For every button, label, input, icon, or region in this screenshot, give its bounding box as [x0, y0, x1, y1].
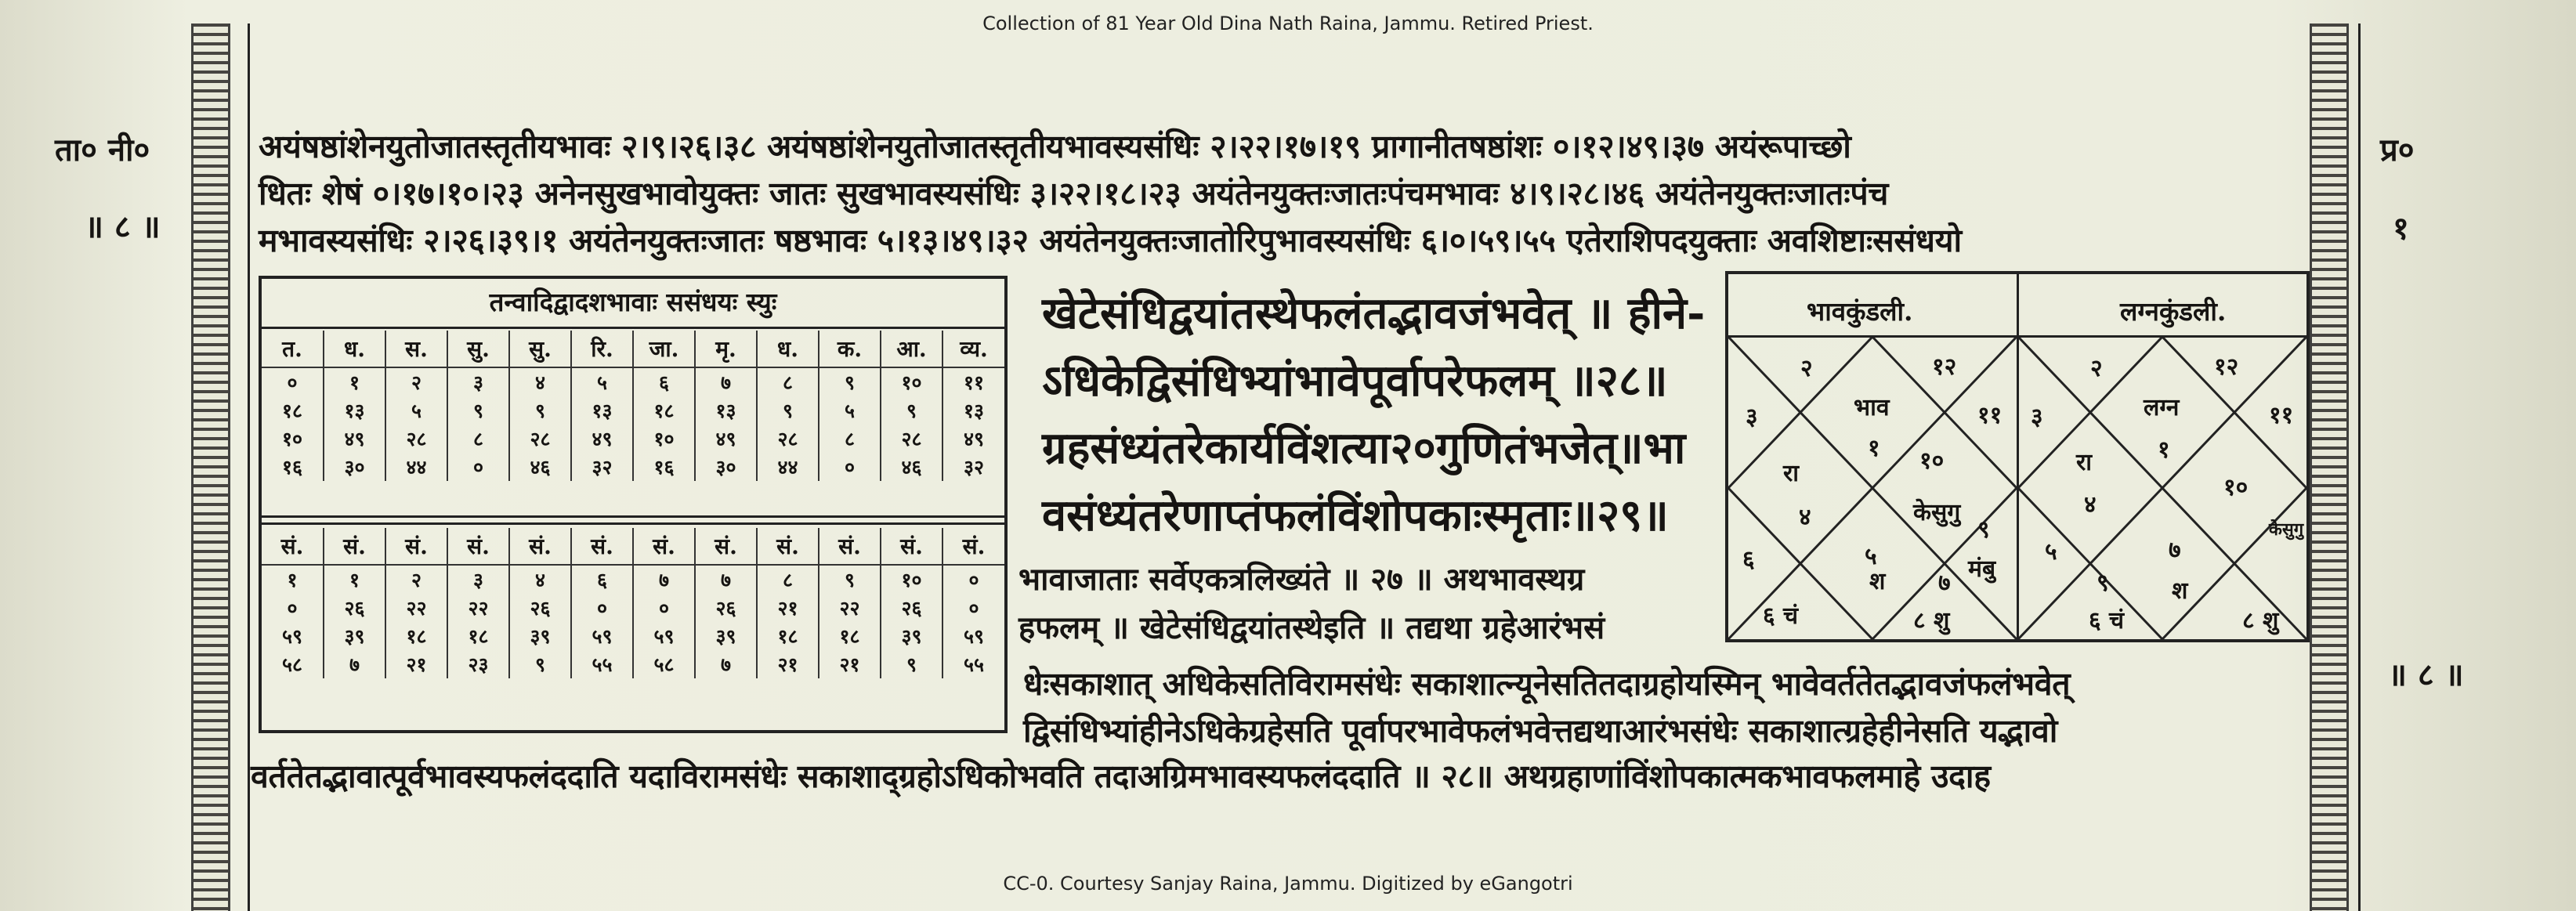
header-cell: सं. [757, 528, 819, 565]
table-cell: ४९ [324, 425, 385, 453]
kundali-cell: ६ [1742, 546, 1755, 573]
kundali-cell: ७ [2169, 537, 2181, 564]
margin-left-num: ॥ ८ ॥ [85, 208, 161, 245]
table-cell: २२ [385, 594, 447, 622]
header-cell: रि. [571, 331, 633, 367]
kundali-cell: ८ शु [1913, 607, 1950, 634]
table-cell: ४ [509, 367, 571, 396]
header-cell: सं. [385, 528, 447, 565]
table-cell: १८ [633, 396, 695, 425]
table-cell: ९ [757, 396, 819, 425]
table-cell: ९ [819, 565, 881, 594]
lagna-kundali-title: लग्नकुंडली. [2120, 296, 2227, 327]
header-cell: सं. [633, 528, 695, 565]
table-cell: ३९ [324, 622, 385, 650]
table-cell: ३० [324, 453, 385, 481]
table-cell: २ [385, 367, 447, 396]
kundali-cell: रा [1783, 460, 1800, 487]
table-cell: ५ [385, 396, 447, 425]
kundali-cell: भाव [1854, 394, 1890, 421]
header-cell: सं. [262, 528, 324, 565]
right-ornamental-border [2310, 23, 2349, 911]
kundali-cell: ४ [2084, 491, 2097, 519]
header-cell: व्य. [942, 331, 1004, 367]
table-cell: १० [633, 425, 695, 453]
header-cell: सं. [509, 528, 571, 565]
table-cell: ० [571, 594, 633, 622]
table-cell: ८ [757, 367, 819, 396]
table-cell: ३९ [881, 622, 942, 650]
header-cell: आ. [881, 331, 942, 367]
table-cell: ७ [695, 367, 757, 396]
kundali-cell: ९ [2097, 569, 2109, 597]
table-title: तन्वादिद्वादशभावाः ससंधयः स्युः [262, 284, 1004, 329]
kundali-cell: ५ [2045, 538, 2057, 566]
header-cell: क. [819, 331, 881, 367]
table-cell: ५५ [942, 650, 1004, 678]
table-cell: ५९ [281, 625, 302, 648]
kundali-cell: ४ [1799, 504, 1811, 531]
mid-line-2: हफलम् ॥ खेटेसंधिद्वयांतस्थेइति ॥ तद्यथा ग्रहेआरंभसं [1018, 609, 1605, 646]
table-cell: ३९ [695, 622, 757, 650]
table-cell: १८ [447, 622, 509, 650]
table-cell: २८ [509, 425, 571, 453]
table-cell: ५८ [281, 653, 302, 676]
table-cell: ४९ [695, 425, 757, 453]
kundali-cell: २ [2090, 355, 2103, 382]
table-row [262, 594, 1004, 622]
table-cell: ४६ [881, 453, 942, 481]
header-cell: सं. [695, 528, 757, 565]
table-cell: ३ [447, 367, 509, 396]
header-cell: ध. [324, 331, 385, 367]
mid-line-1: भावाजाताः सर्वेएकत्रलिख्यंते ॥ २७ ॥ अथभावस्थग्र [1018, 561, 1585, 598]
left-inner-rule [248, 23, 250, 911]
table-cell: १० [881, 367, 942, 396]
header-cell: सु. [509, 331, 571, 367]
table-cell: ० [447, 453, 509, 481]
table-cell: ० [942, 565, 1004, 594]
table-cell: २६ [695, 594, 757, 622]
table-cell: ५८ [633, 650, 695, 678]
table-header-row [262, 528, 1004, 565]
table-row [262, 650, 1004, 678]
kundali-grid [1728, 337, 2306, 639]
table-cell: २१ [385, 650, 447, 678]
header-cell: सं. [571, 528, 633, 565]
table-cell: २२ [447, 594, 509, 622]
table-cell: २३ [447, 650, 509, 678]
table-cell: ९ [509, 396, 571, 425]
table-cell: २८ [881, 425, 942, 453]
lower-line-3: वर्ततेतद्भावात्पूर्वभावस्यफलंददाति यदाविरामसंधेः सकाशाद्ग्रहोऽधिकोभवति तदाअग्रिमभावस्यफलंददाति ॥ २८॥ अथग्रहाणांविंशोपकात्मकभावफलमाहे उदाह [251, 757, 1991, 795]
margin-right-top: प्र० [2380, 132, 2415, 168]
kundali-cell: १० [2223, 474, 2249, 501]
table-cell: ५९ [571, 622, 633, 650]
kundali-cell: १ [2158, 436, 2170, 464]
table-cell: ० [633, 594, 695, 622]
table-cell: ५९ [942, 622, 1004, 650]
table-cell: १३ [571, 396, 633, 425]
text-line-2: धितः शेषं ०।१७।१०।२३ अनेनसुखभावोयुक्तः जातः सुखभावस्यसंधिः ३।२२।१८।२३ अयंतेनयुक्तःजातःपंचमभावः ४।९।२८।४६ अयंतेनयुक्तःजातःपंच [259, 175, 1889, 212]
verse-line-2: ऽधिकेद्विसंधिभ्यांभावेपूर्वापरेफलम् ॥२८॥ [1042, 355, 1668, 407]
table-cell: १३ [324, 396, 385, 425]
kundali-cell: ९ [1977, 516, 1990, 544]
table-cell: १८ [385, 622, 447, 650]
table-row [262, 367, 1004, 396]
kundali-cell: ८ शु [2242, 607, 2279, 634]
table-separator [262, 515, 1004, 525]
table-cell: २२ [819, 594, 881, 622]
table-cell: ४९ [942, 425, 1004, 453]
kundali-cell: २ [1800, 355, 1813, 382]
kundali-cell: ५ [1865, 543, 1877, 570]
kundali-cell: लग्न [2144, 394, 2180, 421]
verse-line-1: खेटेसंधिद्वयांतस्थेफलंतद्भावजंभवेत् ॥ हीने- [1042, 287, 1706, 339]
table-cell: ७ [695, 565, 757, 594]
lower-line-1: धेःसकाशात् अधिकेसतिविरामसंधेः सकाशात्न्यूनेसतितदाग्रहोयस्मिन् भावेवर्ततेतद्भावजंफलंभवेत् [1023, 665, 2071, 703]
table-cell: ३० [695, 453, 757, 481]
left-ornamental-border [191, 23, 230, 911]
bhava-kundali-title: भावकुंडली. [1807, 296, 1913, 327]
table-cell: ५ [819, 396, 881, 425]
table-cell: २६ [509, 594, 571, 622]
text-line-1: अयंषष्ठांशेनयुतोजातस्तृतीयभावः २।९।२६।३८ अयंषष्ठांशेनयुतोजातस्तृतीयभावस्यसंधिः २।२२।१७।१९ प्रागानीतषष्ठांशः ०।१२।४९।३७ अयंरूपाच्छो [259, 128, 1851, 165]
table-cell: १६ [281, 456, 302, 479]
kundali-cell: श [2172, 577, 2188, 605]
header-cell: सु. [447, 331, 509, 367]
table-cell: ८ [819, 425, 881, 453]
table-cell: ९ [881, 396, 942, 425]
table-cell: ० [942, 594, 1004, 622]
table-cell: १ [324, 367, 385, 396]
table-cell: ३ [447, 565, 509, 594]
table-cell: ५९ [633, 622, 695, 650]
table-cell: ४४ [757, 453, 819, 481]
header-cell: मृ. [695, 331, 757, 367]
table-cell: १० [281, 428, 302, 450]
kundali-cell: मंबु [1968, 555, 1996, 583]
kundali-cell: ११ [1977, 402, 2003, 429]
table-cell: ० [287, 597, 298, 620]
sandhi-table [262, 528, 1004, 678]
table-cell: ४४ [385, 453, 447, 481]
kundali-cell: केसुगु [1913, 499, 1961, 526]
table-cell: ९ [447, 396, 509, 425]
table-cell: ५ [571, 367, 633, 396]
kundali-cell: १० [1919, 447, 1945, 475]
table-cell: ७ [633, 565, 695, 594]
header-cell: सं. [942, 528, 1004, 565]
right-margin-rule [2358, 23, 2361, 911]
table-cell: १ [287, 569, 298, 591]
table-cell: २ [385, 565, 447, 594]
table-cell: ३९ [509, 622, 571, 650]
table-cell: १६ [633, 453, 695, 481]
table-row [262, 565, 1004, 594]
table-cell: २८ [757, 425, 819, 453]
header-cell: सं. [324, 528, 385, 565]
kundali-cell: श [1869, 568, 1886, 595]
bhava-sandhi-table [259, 276, 1008, 733]
kundali-cell: ३ [2031, 403, 2043, 431]
bhava-table [262, 331, 1004, 481]
table-cell: १३ [695, 396, 757, 425]
table-cell: ४ [509, 565, 571, 594]
table-row [262, 425, 1004, 453]
table-cell: ८ [447, 425, 509, 453]
table-cell: ६ [571, 565, 633, 594]
table-cell: ० [287, 371, 298, 394]
header-cell: सं. [819, 528, 881, 565]
table-cell: ९ [819, 367, 881, 396]
table-row [262, 453, 1004, 481]
table-cell: ११ [942, 367, 1004, 396]
table-cell: ३२ [571, 453, 633, 481]
table-cell: २६ [881, 594, 942, 622]
table-cell: ६ [633, 367, 695, 396]
table-cell: १३ [942, 396, 1004, 425]
kundali-cell: ६ चं [2089, 607, 2125, 634]
margin-right-num: १ [2393, 210, 2409, 247]
table-cell: ५५ [571, 650, 633, 678]
kundali-cell: केसुगु [2269, 519, 2304, 540]
kundali-cell: रा [2076, 449, 2093, 476]
kundali-cell: १२ [1932, 353, 1957, 381]
header-cell: ध. [757, 331, 819, 367]
kundali-cell: ११ [2269, 402, 2294, 429]
table-cell: ४६ [509, 453, 571, 481]
table-cell: ९ [509, 650, 571, 678]
table-cell: २१ [819, 650, 881, 678]
header-cell: सं. [881, 528, 942, 565]
header-cell: जा. [633, 331, 695, 367]
table-row [262, 396, 1004, 425]
table-cell: ० [819, 453, 881, 481]
header-cell: सं. [447, 528, 509, 565]
margin-right-mark: ॥ ८ ॥ [2388, 656, 2464, 693]
table-cell: ८ [757, 565, 819, 594]
table-cell: ४९ [571, 425, 633, 453]
kundali-cell: ३ [1746, 403, 1758, 431]
table-cell: २६ [324, 594, 385, 622]
table-cell: १८ [281, 399, 302, 422]
header-cell: स. [385, 331, 447, 367]
footer-note: CC-0. Courtesy Sanjay Raina, Jammu. Digitized by eGangotri [1003, 873, 1573, 895]
table-cell: २१ [757, 650, 819, 678]
text-line-3: मभावस्यसंधिः २।२६।३९।१ अयंतेनयुक्तःजातः षष्ठभावः ५।१३।४९।३२ अयंतेनयुक्तःजातोरिपुभावस्यसंधिः ६।०।५९।५५ एतेराशिपदयुक्ताः अवशिष्टाःससंधयो [259, 222, 1962, 259]
table-header-row [262, 331, 1004, 367]
table-cell: २१ [757, 594, 819, 622]
table-cell: ९ [881, 650, 942, 678]
kundali-cell: ७ [1938, 569, 1951, 597]
margin-left-top: ता० नी० [55, 132, 150, 168]
header-note: Collection of 81 Year Old Dina Nath Raina, Jammu. Retired Priest. [982, 13, 1594, 34]
table-row [262, 622, 1004, 650]
table-cell: १८ [757, 622, 819, 650]
kundali-cell: १ [1868, 435, 1880, 462]
kundali-cell: ६ चं [1763, 602, 1799, 630]
table-cell: १ [324, 565, 385, 594]
table-cell: १८ [819, 622, 881, 650]
table-cell: ७ [324, 650, 385, 678]
table-cell: ३२ [942, 453, 1004, 481]
lower-line-2: द्विसंधिभ्यांहीनेऽधिकेग्रहेसति पूर्वापरभावेफलंभवेत्तद्यथाआरंभसंधेः सकाशात्ग्रहेहीनेसति यद्भावो [1023, 712, 2058, 750]
table-cell: २८ [385, 425, 447, 453]
verse-line-4: वसंध्यंतरेणाप्तंफलंविंशोपकाःस्मृताः॥२९॥ [1042, 490, 1669, 541]
table-cell: ७ [695, 650, 757, 678]
verse-line-3: ग्रहसंध्यंतरेकार्यविंशत्या२०गुणितंभजेत्॥भा [1042, 422, 1686, 474]
header-cell: त. [262, 331, 324, 367]
table-cell: १० [881, 565, 942, 594]
kundali-cell: १२ [2214, 353, 2239, 381]
kundali-charts [1725, 271, 2310, 642]
